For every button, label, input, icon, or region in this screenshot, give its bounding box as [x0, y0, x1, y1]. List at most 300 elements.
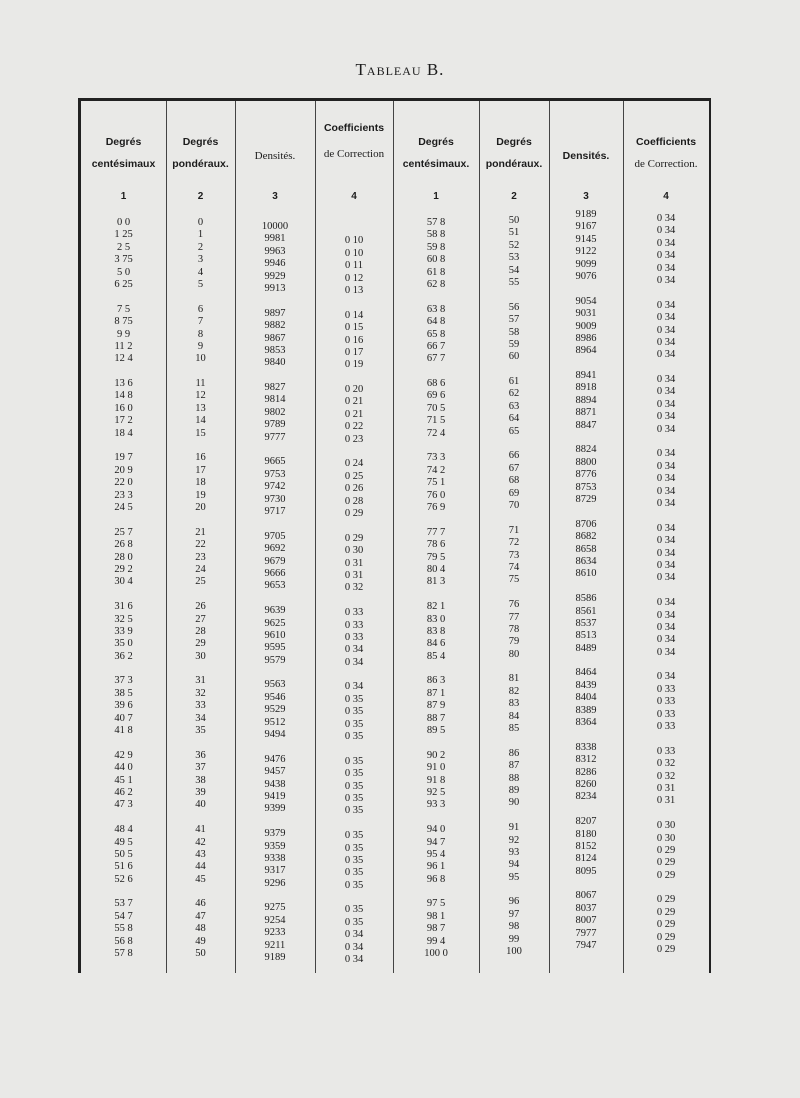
table-cell: 68 — [508, 475, 520, 487]
table-cell: 9717 — [264, 505, 286, 517]
row-gap — [479, 364, 549, 376]
table-cell: 79 5 — [426, 551, 446, 563]
table-cell: 8634 — [575, 555, 597, 567]
table-cell: 9653 — [264, 580, 286, 592]
row-gap — [393, 737, 479, 749]
table-cell: 89 5 — [426, 725, 446, 737]
table-cell: 9494 — [264, 729, 286, 741]
table-cell: 17 2 — [114, 415, 133, 427]
table-cell: 5 — [197, 278, 204, 290]
table-cell: 75 — [508, 574, 520, 586]
table-cell: 14 8 — [114, 390, 133, 402]
table-cell: 9946 — [264, 258, 286, 270]
table-cell: 20 9 — [114, 464, 133, 476]
table-cell: 72 — [508, 537, 520, 549]
table-cell: 74 — [508, 561, 520, 573]
column-number: 2 — [511, 191, 517, 202]
table-cell: 9789 — [264, 419, 286, 431]
table-cell: 20 — [195, 501, 206, 513]
header-degres-ponderaux: Degrés pondéraux. — [172, 136, 229, 170]
table-cell: 8007 — [575, 915, 597, 927]
table-cell: 80 — [508, 648, 520, 660]
table-cell: 15 — [195, 427, 206, 439]
table-cell: 0 34 — [344, 954, 364, 966]
row-gap — [166, 737, 235, 749]
table-cell: 47 3 — [114, 799, 133, 811]
table-cell: 3 — [197, 254, 204, 266]
table-cell: 50 — [508, 215, 520, 226]
table-cell: 2 — [197, 241, 204, 253]
row-gap — [479, 735, 549, 747]
table-cell: 0 30 — [656, 820, 676, 832]
table-cell: 92 — [508, 834, 520, 846]
table-cell: 13 — [195, 402, 206, 414]
table-cell: 9 — [197, 340, 204, 352]
table-cell: 8095 — [575, 865, 597, 877]
table-cell: 8753 — [575, 481, 597, 493]
table-cell: 0 33 — [344, 607, 364, 619]
table-cell: 0 34 — [656, 522, 676, 534]
table-cell: 0 34 — [656, 336, 676, 348]
table-cell: 9665 — [264, 456, 286, 468]
row-gap — [235, 741, 315, 753]
table-cell: 19 7 — [114, 452, 133, 464]
row-gap — [623, 287, 709, 299]
table-cell: 9399 — [264, 803, 286, 815]
table-cell: 3 75 — [114, 254, 133, 266]
table-cell: 0 34 — [656, 671, 676, 683]
table-cell: 0 34 — [344, 644, 364, 656]
table-cell: 0 26 — [344, 483, 364, 495]
table-cell: 63 — [508, 400, 520, 412]
table-cell: 50 — [195, 948, 206, 960]
table-cell: 49 5 — [114, 836, 133, 848]
table-cell: 8537 — [575, 617, 597, 629]
table-cell: 96 — [508, 896, 520, 908]
table-cell: 33 — [195, 700, 206, 712]
table-cell: 0 29 — [656, 931, 676, 943]
table-cell: 8439 — [575, 679, 597, 691]
table-cell: 42 9 — [114, 749, 133, 761]
table-cell: 0 30 — [344, 545, 364, 557]
table-cell: 9233 — [264, 927, 286, 939]
table-cell: 62 8 — [426, 278, 446, 290]
table-cell: 0 34 — [656, 621, 676, 633]
table-cell: 8776 — [575, 469, 597, 481]
table-cell: 0 20 — [344, 384, 364, 396]
table-cell: 46 — [195, 898, 206, 910]
table-cell: 100 — [506, 946, 522, 958]
row-gap — [315, 892, 393, 904]
table-cell: 8037 — [575, 902, 597, 914]
table-cell: 0 10 — [344, 235, 364, 247]
table-cell: 26 8 — [114, 539, 133, 551]
table-cell: 45 — [195, 873, 206, 885]
table-cell: 8180 — [575, 828, 597, 840]
table-cell: 8894 — [575, 394, 597, 406]
table-cell: 17 — [195, 464, 206, 476]
table-cell: 9963 — [264, 245, 286, 257]
column-number: 1 — [433, 191, 439, 202]
table-cell: 87 — [508, 760, 520, 772]
table-cell: 39 6 — [114, 700, 133, 712]
table-cell: 0 32 — [656, 770, 676, 782]
table-cell: 7 5 — [116, 303, 131, 315]
table-cell: 29 2 — [114, 563, 133, 575]
table-cell: 92 5 — [426, 786, 446, 798]
table-cell: 9031 — [575, 308, 597, 320]
table-cell: 0 35 — [344, 879, 364, 891]
table-cell: 52 — [508, 239, 520, 251]
table-cell: 0 34 — [656, 274, 676, 286]
table-cell: 0 34 — [656, 398, 676, 410]
table-cell: 76 — [508, 599, 520, 611]
table-cell: 11 — [195, 378, 206, 390]
table-cell: 7 — [197, 316, 204, 328]
table-cell: 54 7 — [114, 910, 133, 922]
table-cell: 50 5 — [114, 848, 133, 860]
table-cell: 94 — [508, 859, 520, 871]
table-cell: 0 31 — [344, 557, 364, 569]
table-cell: 10000 — [261, 221, 289, 232]
table-cell: 8338 — [575, 741, 597, 753]
table-cell: 57 — [508, 314, 520, 326]
row-gap — [315, 372, 393, 384]
table-cell: 69 6 — [426, 390, 446, 402]
table-cell: 0 34 — [656, 250, 676, 262]
table-cell: 64 8 — [426, 316, 446, 328]
table-cell: 8152 — [575, 840, 597, 852]
table-cell: 8404 — [575, 692, 597, 704]
table-cell: 0 29 — [656, 869, 676, 881]
table-cell: 9827 — [264, 382, 286, 394]
row-gap — [81, 663, 166, 675]
column-left-densites — [235, 221, 315, 964]
table-cell: 9167 — [575, 221, 597, 233]
table-cell: 96 1 — [426, 861, 446, 873]
column-left-ponderaux — [166, 217, 235, 960]
table-cell: 0 34 — [656, 213, 676, 224]
row-gap — [393, 366, 479, 378]
table-cell: 76 9 — [426, 501, 446, 513]
table-cell: 9189 — [575, 209, 597, 220]
table-cell: 8260 — [575, 778, 597, 790]
column-number: 4 — [351, 191, 357, 202]
table-cell: 16 — [195, 452, 206, 464]
table-cell: 0 15 — [344, 322, 364, 334]
table-cell: 84 — [508, 710, 520, 722]
table-cell: 56 — [508, 301, 520, 313]
table-cell: 23 3 — [114, 489, 133, 501]
table-cell: 8489 — [575, 642, 597, 654]
table-cell: 0 35 — [344, 805, 364, 817]
table-cell: 9099 — [575, 258, 597, 270]
table-cell: 49 — [195, 935, 206, 947]
table-cell: 9189 — [264, 952, 286, 964]
table-cell: 0 19 — [344, 359, 364, 371]
table-cell: 0 35 — [344, 706, 364, 718]
table-cell: 41 — [195, 824, 206, 836]
row-gap — [166, 440, 235, 452]
table-cell: 0 32 — [656, 758, 676, 770]
table-cell: 0 34 — [656, 572, 676, 584]
column-number: 3 — [583, 191, 589, 202]
table-cell: 0 21 — [344, 408, 364, 420]
table-cell: 87 1 — [426, 687, 446, 699]
table-cell: 61 8 — [426, 266, 446, 278]
table-cell: 0 34 — [344, 656, 364, 668]
table-cell: 0 34 — [656, 374, 676, 386]
row-gap — [235, 518, 315, 530]
table-cell: 73 — [508, 549, 520, 561]
table-cell: 95 4 — [426, 848, 446, 860]
table-cell: 26 — [195, 601, 206, 613]
table-cell: 9692 — [264, 543, 286, 555]
table-cell: 86 3 — [426, 675, 446, 687]
table-cell: 66 — [508, 450, 520, 462]
table-cell: 6 — [197, 303, 204, 315]
table-cell: 0 33 — [344, 631, 364, 643]
table-cell: 25 — [195, 576, 206, 588]
table-cell: 8871 — [575, 407, 597, 419]
table-cell: 70 — [508, 499, 520, 511]
table-cell: 30 — [195, 650, 206, 662]
table-cell: 87 9 — [426, 700, 446, 712]
table-cell: 35 0 — [114, 638, 133, 650]
table-cell: 8207 — [575, 816, 597, 828]
table-cell: 21 — [195, 526, 206, 538]
table-cell: 38 — [195, 774, 206, 786]
table-cell: 9753 — [264, 468, 286, 480]
table-cell: 83 — [508, 698, 520, 710]
table-cell: 4 — [197, 266, 204, 278]
table-cell: 94 7 — [426, 836, 446, 848]
table-cell: 9882 — [264, 320, 286, 332]
table-cell: 0 35 — [344, 854, 364, 866]
table-cell: 25 7 — [114, 526, 133, 538]
table-cell: 9742 — [264, 481, 286, 493]
table-cell: 33 9 — [114, 625, 133, 637]
table-cell: 8658 — [575, 543, 597, 555]
table-cell: 98 — [508, 921, 520, 933]
page-title: Tableau B. — [355, 60, 445, 79]
table-cell: 0 34 — [656, 634, 676, 646]
table-cell: 66 7 — [426, 340, 446, 352]
table-cell: 0 34 — [656, 485, 676, 497]
table-cell: 0 12 — [344, 272, 364, 284]
table-cell: 9840 — [264, 357, 286, 369]
table-cell: 9853 — [264, 344, 286, 356]
table-cell: 0 34 — [344, 941, 364, 953]
table-cell: 0 13 — [344, 284, 364, 296]
table-cell: 8986 — [575, 332, 597, 344]
table-cell: 0 34 — [656, 225, 676, 237]
table-cell: 78 — [508, 623, 520, 635]
header-coefficients-2: Coefficients de Correction. — [634, 136, 698, 170]
table-cell: 9546 — [264, 691, 286, 703]
table-cell: 0 34 — [656, 386, 676, 398]
table-cell: 57 8 — [426, 217, 446, 228]
row-gap — [479, 438, 549, 450]
table-cell: 8 — [197, 328, 204, 340]
table-cell: 0 35 — [344, 867, 364, 879]
table-cell: 9981 — [264, 233, 286, 245]
row-gap — [549, 581, 623, 593]
table-cell: 0 34 — [656, 324, 676, 336]
table-cell: 0 34 — [656, 535, 676, 547]
row-gap — [81, 440, 166, 452]
row-gap — [549, 283, 623, 295]
table-cell: 9579 — [264, 654, 286, 666]
table-cell: 7977 — [575, 927, 597, 939]
table-cell: 0 33 — [656, 745, 676, 757]
table-cell: 8364 — [575, 717, 597, 729]
row-gap — [81, 812, 166, 824]
table-cell: 29 — [195, 638, 206, 650]
table-cell: 9705 — [264, 530, 286, 542]
table-cell: 9512 — [264, 716, 286, 728]
table-cell: 65 — [508, 425, 520, 437]
table-cell: 9867 — [264, 332, 286, 344]
table-cell: 0 17 — [344, 346, 364, 358]
row-gap — [166, 886, 235, 898]
row-gap — [623, 585, 709, 597]
table-cell: 48 — [195, 923, 206, 935]
row-gap — [315, 818, 393, 830]
row-gap — [315, 743, 393, 755]
table-cell: 0 30 — [656, 832, 676, 844]
row-gap — [479, 810, 549, 822]
table-cell: 0 34 — [344, 929, 364, 941]
table-cell: 8706 — [575, 518, 597, 530]
table-cell: 9666 — [264, 567, 286, 579]
table-cell: 12 — [195, 390, 206, 402]
table-cell: 8824 — [575, 444, 597, 456]
table-cell: 9076 — [575, 270, 597, 282]
table-cell: 90 2 — [426, 749, 446, 761]
table-cell: 0 34 — [344, 681, 364, 693]
table-cell: 38 5 — [114, 687, 133, 699]
table-cell: 8586 — [575, 593, 597, 605]
table-cell: 0 10 — [344, 247, 364, 259]
row-gap — [479, 512, 549, 524]
table-cell: 71 5 — [426, 415, 446, 427]
table-cell: 60 — [508, 351, 520, 363]
table-cell: 81 — [508, 673, 520, 685]
table-cell: 9639 — [264, 605, 286, 617]
table-cell: 83 8 — [426, 625, 446, 637]
table-cell: 0 29 — [344, 507, 364, 519]
table-cell: 62 — [508, 388, 520, 400]
table-cell: 12 4 — [114, 353, 133, 365]
column-number: 2 — [197, 191, 204, 202]
table-cell: 9359 — [264, 840, 286, 852]
row-gap — [549, 432, 623, 444]
table-cell: 0 34 — [656, 609, 676, 621]
table-cell: 9913 — [264, 282, 286, 294]
table-cell: 39 — [195, 786, 206, 798]
table-cell: 9777 — [264, 431, 286, 443]
table-cell: 7947 — [575, 940, 597, 952]
table-cell: 82 — [508, 685, 520, 697]
row-gap — [235, 667, 315, 679]
row-gap — [235, 370, 315, 382]
row-gap — [315, 520, 393, 532]
table-cell: 8464 — [575, 667, 597, 679]
table-cell: 57 8 — [114, 948, 133, 960]
table-cell: 42 — [195, 836, 206, 848]
table-cell: 5 0 — [116, 266, 131, 278]
table-cell: 0 29 — [344, 532, 364, 544]
row-gap — [549, 655, 623, 667]
table-cell: 52 6 — [114, 873, 133, 885]
table-cell: 9145 — [575, 233, 597, 245]
table-cell: 78 6 — [426, 539, 446, 551]
table-cell: 61 — [508, 376, 520, 388]
table-cell: 0 34 — [656, 262, 676, 274]
table-cell: 14 — [195, 415, 206, 427]
table-cell: 40 7 — [114, 712, 133, 724]
table-cell: 9122 — [575, 246, 597, 258]
table-cell: 0 21 — [344, 396, 364, 408]
table-cell: 46 2 — [114, 786, 133, 798]
header-coefficients: Coefficients de Correction — [323, 122, 385, 160]
table-cell: 9338 — [264, 852, 286, 864]
table-cell: 0 29 — [656, 894, 676, 906]
table-cell: 0 29 — [656, 906, 676, 918]
table-cell: 9296 — [264, 877, 286, 889]
table-cell: 9929 — [264, 270, 286, 282]
table-cell: 73 3 — [426, 452, 446, 464]
header-degres-ponderaux-2: Degrés pondéraux. — [485, 136, 543, 170]
table-cell: 9 9 — [116, 328, 131, 340]
row-gap — [623, 733, 709, 745]
row-gap — [235, 593, 315, 605]
table-cell: 8964 — [575, 345, 597, 357]
table-cell: 79 — [508, 636, 520, 648]
table-cell: 70 5 — [426, 402, 446, 414]
column-left-centesimaux — [81, 217, 166, 960]
row-gap — [166, 589, 235, 601]
table-cell: 83 0 — [426, 613, 446, 625]
row-gap — [235, 444, 315, 456]
column-right-densites — [549, 209, 623, 952]
row-gap — [623, 362, 709, 374]
table-cell: 0 35 — [344, 693, 364, 705]
table-cell: 0 35 — [344, 842, 364, 854]
table-cell: 94 0 — [426, 824, 446, 836]
table-cell: 11 2 — [114, 340, 133, 352]
table-cell: 28 0 — [114, 551, 133, 563]
table-cell: 1 25 — [114, 229, 133, 241]
table-cell: 43 — [195, 848, 206, 860]
table-cell: 9054 — [575, 295, 597, 307]
table-cell: 0 23 — [344, 433, 364, 445]
table-cell: 6 25 — [114, 278, 133, 290]
table-cell: 8513 — [575, 630, 597, 642]
table-cell: 44 — [195, 861, 206, 873]
header-degres-centesimaux: Degrés centésimaux — [91, 136, 156, 170]
table-cell: 71 — [508, 524, 520, 536]
table-cell: 0 32 — [344, 582, 364, 594]
table-cell: 13 6 — [114, 378, 133, 390]
table-cell: 8561 — [575, 605, 597, 617]
table-cell: 35 — [195, 725, 206, 737]
column-right-centesimaux — [393, 217, 479, 960]
table-cell: 77 — [508, 611, 520, 623]
row-gap — [166, 366, 235, 378]
row-gap — [393, 440, 479, 452]
